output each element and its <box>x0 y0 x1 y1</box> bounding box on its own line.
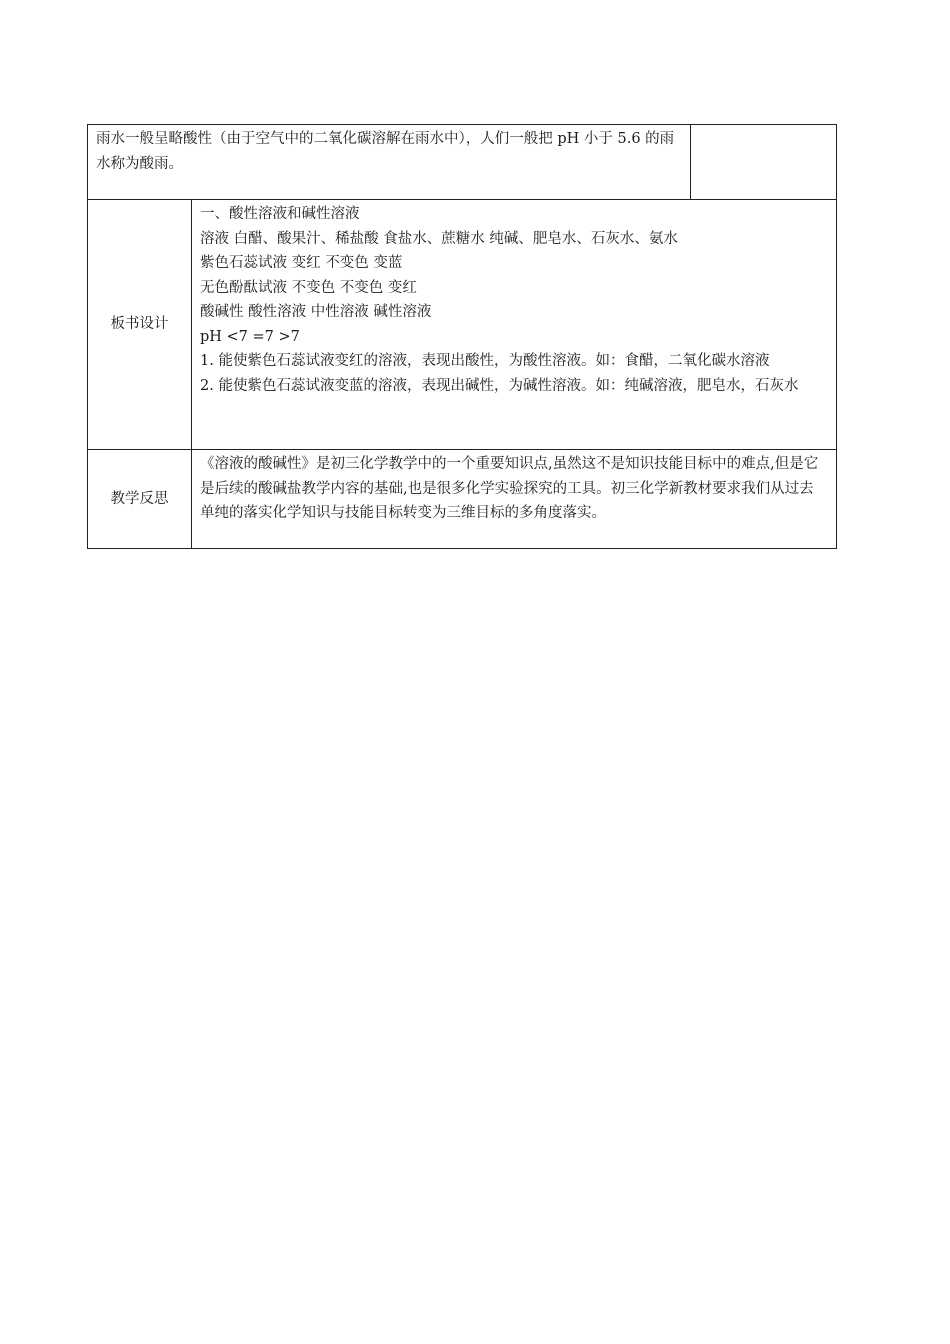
board-design-content <box>192 200 837 450</box>
board-line-phenolphthalein: 无色酚酞试液 不变色 不变色 变红 <box>200 279 417 296</box>
board-line-litmus: 紫色石蕊试液 变红 不变色 变蓝 <box>200 255 403 271</box>
board-line-heading: 一、酸性溶液和碱性溶液 <box>200 206 360 222</box>
board-line-acidity: 酸碱性 酸性溶液 中性溶液 碱性溶液 <box>200 304 432 320</box>
board-line-solutions: 溶液 白醋、酸果汁、稀盐酸 食盐水、蔗糖水 纯碱、肥皂水、石灰水、氨水 <box>200 230 678 247</box>
reflection-label: 教学反思 <box>88 450 192 549</box>
board-design-label: 板书设计 <box>88 200 192 450</box>
reflection-row <box>88 450 837 549</box>
acid-rain-row <box>88 125 837 200</box>
board-line-point-1: 1. 能使紫色石蕊试液变红的溶液，表现出酸性，为酸性溶液。如：食醋，二氧化碳水溶液 <box>200 353 770 369</box>
reflection-text: 《溶液的酸碱性》是初三化学教学中的一个重要知识点,虽然这不是知识技能目标中的难点,但是它是后续的酸碱盐教学内容的基础,也是很多化学实验探究的工具。初三化学新教材要求我们从过去单纯的落实化学知识与技能目标转变为三维目标的多角度落实。 <box>192 450 837 549</box>
lesson-plan-table <box>87 124 837 549</box>
acid-rain-side-cell <box>691 125 837 200</box>
board-line-point-2: 2. 能使紫色石蕊试液变蓝的溶液，表现出碱性，为碱性溶液。如：纯碱溶液，肥皂水，石灰水 <box>200 377 799 394</box>
acid-rain-text: 雨水一般呈略酸性（由于空气中的二氧化碳溶解在雨水中），人们一般把 pH 小于 5.6 的雨水称为酸雨。 <box>88 125 691 200</box>
board-line-ph: pH <7 =7 >7 <box>200 328 300 345</box>
board-design-row <box>88 200 837 450</box>
